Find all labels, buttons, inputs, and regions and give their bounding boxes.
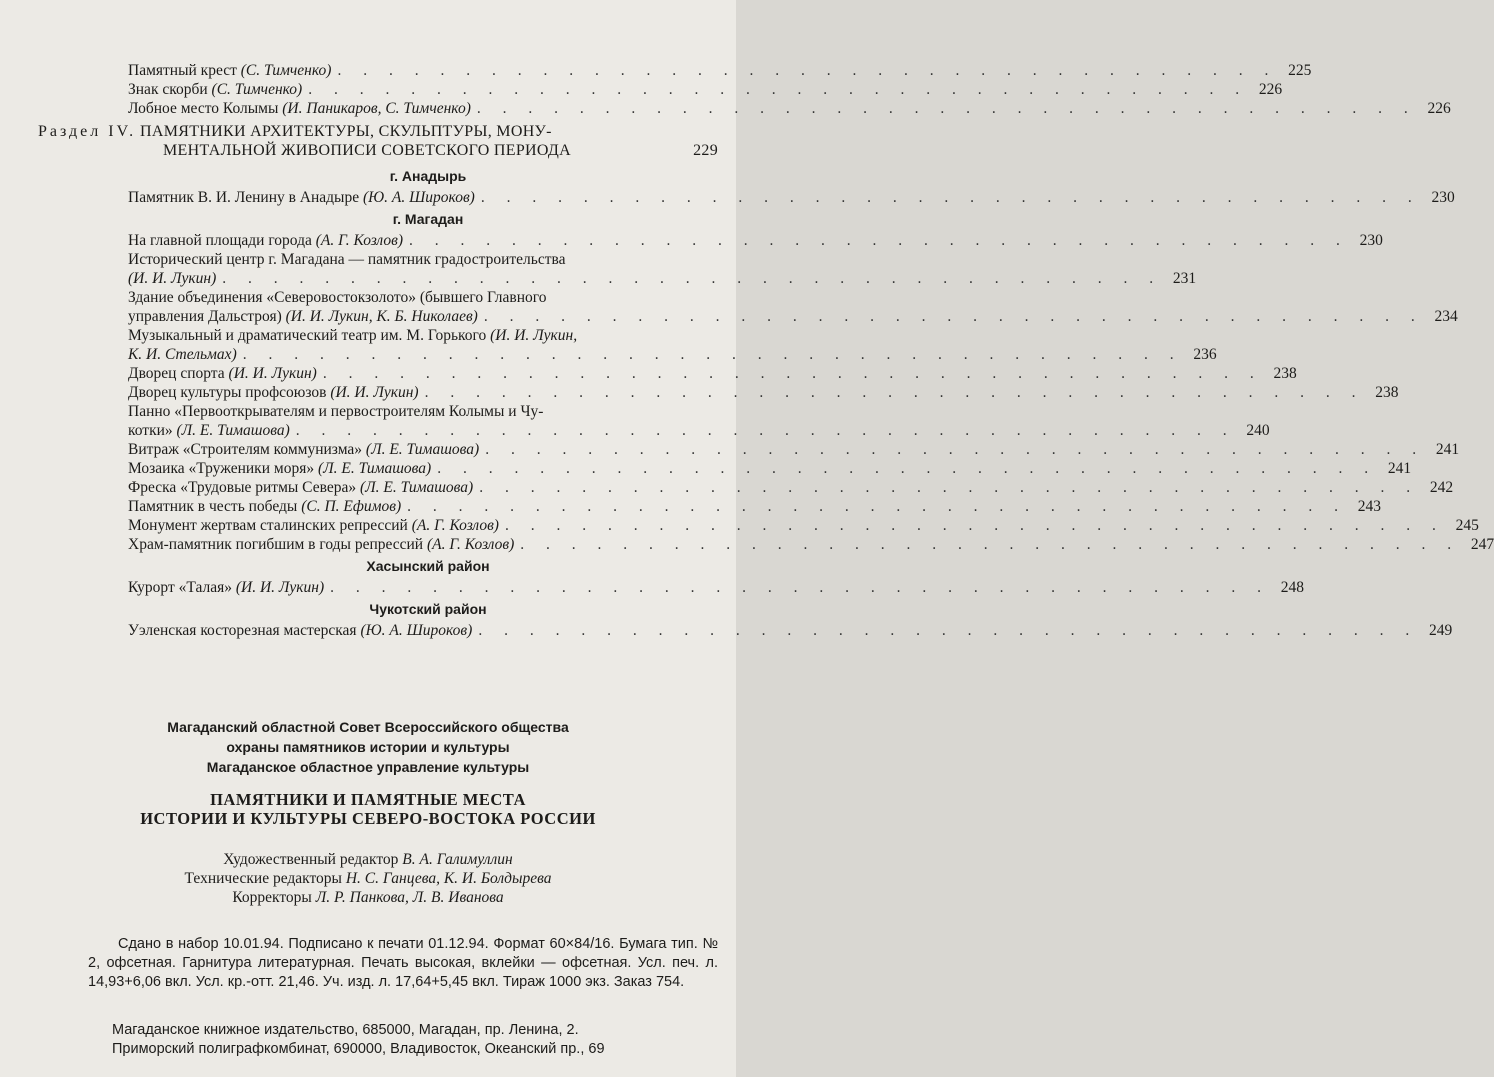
entry-title: Витраж «Строителям коммунизма»: [128, 441, 366, 458]
entry-page: 242: [1429, 479, 1454, 496]
imprint-text: Сдано в набор 10.01.94. Подписано к печати 01.12.94. Формат 60×84/16. Бумага тип. № 2, офсетная. Гарнитура литературная. Печать высокая, вклейки — офсетная. Усл. печ. л. 14,93+6,06 вкл. Усл. кр.-отт. 21,46. Уч. изд. л. 17,64+5,45 вкл. Тираж 1000 экз. Заказ 754.: [88, 936, 718, 990]
section-page: 229: [693, 142, 718, 159]
toc-entry: [128, 621, 1453, 640]
entry-text: [128, 269, 216, 288]
entry-page: 245: [1455, 517, 1479, 534]
toc-entry: [128, 307, 1458, 326]
entry-text: [128, 578, 324, 597]
dot-leader: . . . . . . . . . . . . . . . . . . . . . . . . . . . . . . . . . . . . .: [308, 81, 1249, 98]
entry-text: [128, 250, 566, 269]
book-title-line1: ПАМЯТНИКИ И ПАМЯТНЫЕ МЕСТА: [210, 790, 526, 809]
entry-text: [128, 402, 543, 421]
publisher-org1: Магаданский областной Совет Всероссийского общества: [167, 719, 569, 735]
toc-entry: [128, 535, 1494, 554]
toc-group-heading: Чукотский район: [369, 601, 487, 617]
dot-leader: [566, 250, 684, 269]
entry-author: (Л. Е. Тимашова): [365, 441, 480, 458]
credit-proofreaders: [0, 888, 736, 907]
entry-page: 238: [1273, 365, 1297, 382]
book-title-line2: ИСТОРИИ И КУЛЬТУРЫ СЕВЕРО-ВОСТОКА РОССИИ: [140, 809, 596, 828]
entry-text: [128, 326, 577, 345]
entry-text: [128, 459, 431, 478]
dot-leader: . . . . . . . . . . . . . . . . . . . . . . . . . . . . . . . . . . . . .: [437, 460, 1378, 477]
entry-page: [684, 402, 718, 421]
toc-entry: [128, 402, 718, 421]
entry-text: [128, 80, 302, 99]
dot-leader: [577, 326, 684, 345]
toc-group-heading: г. Магадан: [392, 211, 464, 227]
entry-title: Исторический центр г. Магадана — памятник градостроительства: [128, 251, 566, 268]
entry-text: [128, 307, 478, 326]
toc-entry: [128, 80, 1283, 99]
entry-title: Уэленская косторезная мастерская: [128, 622, 361, 639]
entry-title: котки»: [128, 422, 177, 439]
section-label: Раздел IV.: [38, 123, 137, 140]
entry-author: (И. И. Лукин, К. Б. Николаев): [285, 308, 478, 325]
publisher-org3: Магаданское областное управление культуры: [206, 759, 530, 775]
toc-group-heading: Хасынский район: [366, 558, 490, 574]
credit-art-editor: [0, 850, 736, 869]
publisher-org2: охраны памятников истории и культуры: [226, 739, 510, 755]
entry-page: [684, 250, 718, 269]
toc-entry: [128, 578, 1304, 597]
entry-text: [128, 364, 317, 383]
entry-page: 230: [1359, 232, 1383, 249]
entry-text: [128, 478, 473, 497]
dot-leader: . . . . . . . . . . . . . . . . . . . . . . . . . . . . . . . . . . . . .: [322, 365, 1263, 382]
toc-entry: [128, 231, 1383, 250]
entry-text: [128, 345, 237, 364]
toc-entry: [128, 421, 1270, 440]
credit-role: Технические редакторы: [184, 870, 346, 887]
entry-title: Памятник в честь победы: [128, 498, 302, 515]
toc-entry: [128, 61, 1312, 80]
entry-text: [128, 288, 547, 307]
entry-title: Храм-памятник погибшим в годы репрессий: [128, 536, 427, 553]
credit-names: Л. Р. Панкова, Л. В. Иванова: [315, 889, 504, 906]
toc-entry: [128, 250, 718, 269]
toc-entry: [128, 516, 1479, 535]
entry-text: [128, 61, 331, 80]
entry-title: Мозаика «Труженики моря»: [128, 460, 318, 477]
dot-leader: . . . . . . . . . . . . . . . . . . . . . . . . . . . . . . . . . . . . .: [479, 479, 1420, 496]
dot-leader: . . . . . . . . . . . . . . . . . . . . . . . . . . . . . . . . . . . . .: [485, 441, 1426, 458]
credit-names: В. А. Галимуллин: [402, 851, 513, 868]
entry-page: 236: [1193, 346, 1217, 363]
dot-leader: . . . . . . . . . . . . . . . . . . . . . . . . . . . . . . . . . . . . .: [330, 579, 1270, 596]
entry-title: На главной площади города: [128, 232, 316, 249]
entry-page: 226: [1427, 100, 1451, 117]
dot-leader: . . . . . . . . . . . . . . . . . . . . . . . . . . . . . . . . . . . . .: [504, 517, 1445, 534]
section-title-line2: МЕНТАЛЬНОЙ ЖИВОПИСИ СОВЕТСКОГО ПЕРИОДА: [163, 142, 572, 159]
entry-text: [128, 421, 290, 440]
publisher-address: Магаданское книжное издательство, 685000, Магадан, пр. Ленина, 2.: [112, 1022, 579, 1038]
dot-leader: . . . . . . . . . . . . . . . . . . . . . . . . . . . . . . . . . . . . .: [424, 384, 1365, 401]
entry-author: (И. И. Лукин,: [490, 327, 578, 344]
entry-title: Памятник В. И. Ленину в Анадыре: [128, 189, 363, 206]
entry-author: (Л. Е. Тимашова): [176, 422, 290, 439]
entry-author: (И. И. Лукин): [228, 365, 317, 382]
entry-text: [128, 231, 403, 250]
dot-leader: . . . . . . . . . . . . . . . . . . . . . . . . . . . . . . . . . . . . .: [407, 498, 1348, 515]
dot-leader: [547, 288, 684, 307]
toc-entry: [128, 326, 718, 345]
credit-role: Корректоры: [232, 889, 316, 906]
dot-leader: . . . . . . . . . . . . . . . . . . . . . . . . . . . . . . . . . . . . .: [476, 100, 1417, 117]
entry-title: Монумент жертвам сталинских репрессий: [128, 517, 412, 534]
entry-title: Знак скорби: [128, 81, 212, 98]
toc-group-heading: г. Анадырь: [389, 168, 467, 184]
entry-title: Лобное место Колымы: [128, 100, 283, 117]
entry-title: Памятный крест: [128, 62, 241, 79]
entry-page: [684, 326, 718, 345]
entry-author: (Ю. А. Широков): [362, 189, 475, 206]
printer-address: Приморский полиграфкомбинат, 690000, Владивосток, Океанский пр., 69: [112, 1041, 605, 1057]
entry-title: Музыкальный и драматический театр им. М. Горького: [128, 327, 491, 344]
entry-title: Фреска «Трудовые ритмы Севера»: [128, 479, 360, 496]
section-title-line1: ПАМЯТНИКИ АРХИТЕКТУРЫ, СКУЛЬПТУРЫ, МОНУ-: [140, 123, 552, 140]
entry-title: Курорт «Талая»: [128, 579, 236, 596]
entry-page: [684, 288, 718, 307]
entry-page: 238: [1375, 384, 1399, 401]
entry-page: 249: [1428, 622, 1453, 639]
toc-entry: [128, 383, 1399, 402]
entry-title: управления Дальстроя): [128, 308, 286, 325]
credit-role: Художественный редактор: [223, 851, 403, 868]
entry-page: 230: [1431, 189, 1455, 206]
entry-page: 243: [1357, 498, 1382, 515]
entry-page: 226: [1258, 81, 1283, 98]
entry-page: 240: [1246, 422, 1270, 439]
entry-page: 241: [1387, 460, 1412, 477]
dot-leader: [543, 402, 684, 421]
credit-names: Н. С. Ганцева, К. И. Болдырева: [345, 870, 552, 887]
dot-leader: . . . . . . . . . . . . . . . . . . . . . . . . . . . . . . . . . . . . .: [480, 189, 1421, 206]
dot-leader: . . . . . . . . . . . . . . . . . . . . . . . . . . . . . . . . . . . . .: [295, 422, 1236, 439]
toc-entry: [128, 364, 1297, 383]
entry-page: 225: [1288, 62, 1312, 79]
dot-leader: . . . . . . . . . . . . . . . . . . . . . . . . . . . . . . . . . . . . .: [483, 308, 1424, 325]
entry-author: (С. Тимченко): [211, 81, 303, 98]
entry-page: 231: [1172, 270, 1197, 287]
entry-title: Дворец культуры профсоюзов: [128, 384, 331, 401]
entry-title: Здание объединения «Северовостокзолото» (бывшего Главного: [128, 289, 547, 306]
entry-text: [128, 516, 499, 535]
entry-title: Дворец спорта: [128, 365, 229, 382]
dot-leader: . . . . . . . . . . . . . . . . . . . . . . . . . . . . . . . . . . . . .: [520, 536, 1461, 553]
credit-tech-editors: [0, 869, 736, 888]
entry-page: 247: [1470, 536, 1494, 553]
entry-page: 248: [1280, 579, 1304, 596]
toc-entry: [128, 345, 1217, 364]
entry-author: (А. Г. Козлов): [315, 232, 404, 249]
dot-leader: . . . . . . . . . . . . . . . . . . . . . . . . . . . . . . . . . . . . .: [242, 346, 1183, 363]
entry-author: (И. И. Лукин): [128, 270, 217, 287]
entry-author: (И. И. Лукин): [235, 579, 325, 596]
entry-author: К. И. Стельмах): [128, 346, 237, 363]
toc-entry: [128, 99, 1451, 118]
entry-author: (И. Паникаров, С. Тимченко): [282, 100, 471, 117]
toc-entry: [128, 288, 718, 307]
toc-entry: [128, 440, 1460, 459]
toc-entry: [128, 188, 1455, 207]
entry-text: [128, 188, 475, 207]
dot-leader: . . . . . . . . . . . . . . . . . . . . . . . . . . . . . . . . . . . . .: [337, 62, 1278, 79]
toc-entry: [128, 497, 1382, 516]
dot-leader: . . . . . . . . . . . . . . . . . . . . . . . . . . . . . . . . . . . . .: [222, 270, 1163, 287]
entry-author: (С. Тимченко): [240, 62, 332, 79]
entry-text: [128, 497, 401, 516]
entry-title: Панно «Первооткрывателям и первостроителям Колымы и Чу-: [128, 403, 544, 420]
entry-author: (А. Г. Козлов): [411, 517, 499, 534]
dot-leader: . . . . . . . . . . . . . . . . . . . . . . . . . . . . . . . . . . . . .: [409, 232, 1349, 249]
entry-page: 234: [1434, 308, 1458, 325]
entry-text: [128, 440, 479, 459]
entry-text: [128, 99, 471, 118]
entry-author: (А. Г. Козлов): [426, 536, 515, 553]
entry-author: (И. И. Лукин): [330, 384, 419, 401]
entry-author: (С. П. Ефимов): [301, 498, 402, 515]
toc-entry: [128, 459, 1412, 478]
entry-author: (Л. Е. Тимашова): [317, 460, 432, 477]
toc-entry: [128, 269, 1197, 288]
entry-text: [128, 383, 419, 402]
toc-entry: [128, 478, 1454, 497]
entry-author: (Ю. А. Широков): [360, 622, 473, 639]
entry-text: [128, 535, 514, 554]
entry-text: [128, 621, 472, 640]
entry-author: (Л. Е. Тимашова): [359, 479, 474, 496]
dot-leader: . . . . . . . . . . . . . . . . . . . . . . . . . . . . . . . . . . . . .: [478, 622, 1419, 639]
entry-page: 241: [1435, 441, 1460, 458]
